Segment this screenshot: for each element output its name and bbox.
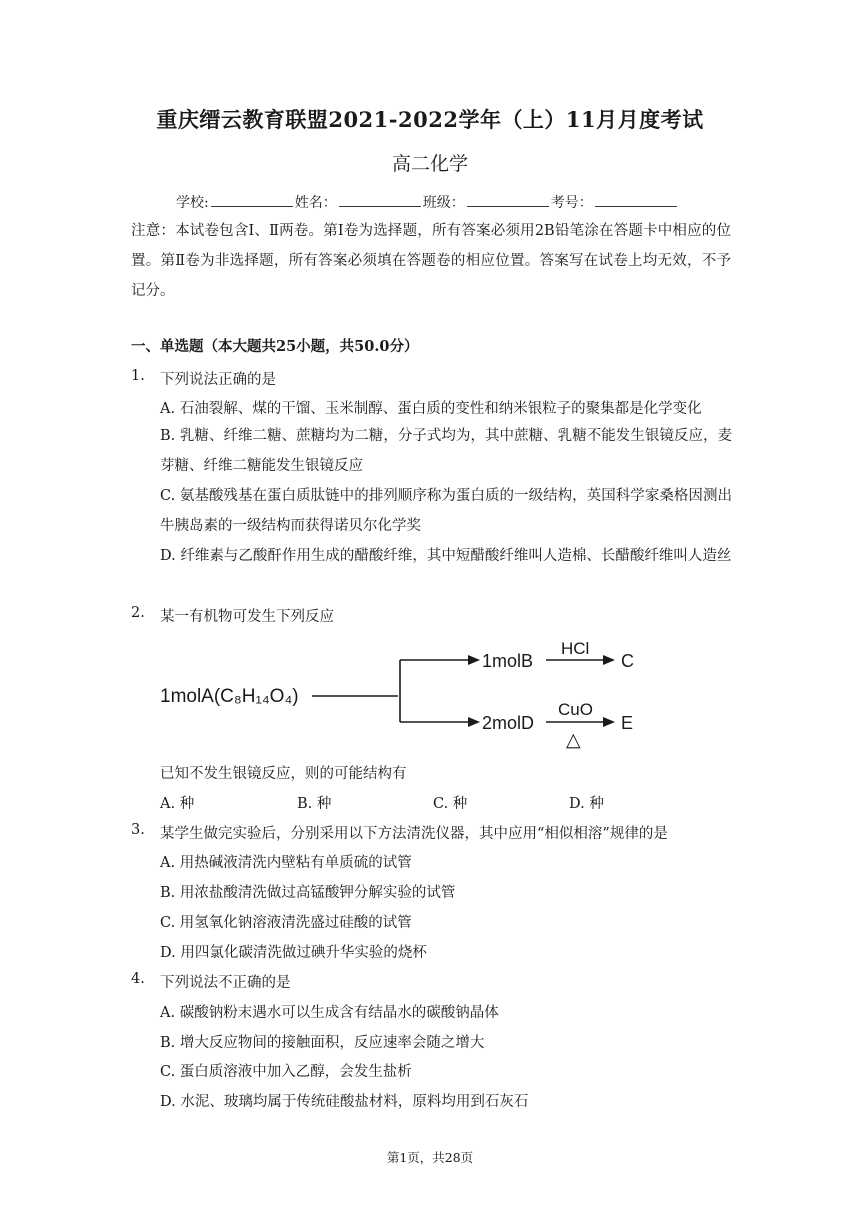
option-a: A. 石油裂解、煤的干馏、玉米制醇、蛋白质的变性和纳米银粒子的聚集都是化学变化 <box>160 401 702 417</box>
upper-result: C <box>621 651 634 671</box>
name-blank <box>339 194 421 207</box>
lower-reaction-arrowhead <box>603 717 615 727</box>
option-a: A. 碳酸钠粉末遇水可以生成含有结晶水的碳酸钠晶体 <box>160 1005 499 1021</box>
option-b: B. 乳糖、纤维二糖、蔗糖均为二糖，分子式均为，其中蔗糖、乳糖不能发生银镜反应，麦芽糖、纤维二糖能发生银镜反应 <box>160 428 732 474</box>
question-number: 2. <box>131 605 145 621</box>
option-c: C. 氨基酸残基在蛋白质肽链中的排列顺序称为蛋白质的一级结构，英国科学家桑格因测出牛胰岛素的一级结构而获得诺贝尔化学奖 <box>160 488 732 534</box>
option-a: A. 用热碱液清洗内壁粘有单质硫的试管 <box>160 855 412 871</box>
option-d: D. 用四氯化碳清洗做过碘升华实验的烧杯 <box>160 945 427 961</box>
question-stem: 下列说法正确的是 <box>160 372 276 388</box>
upper-product: 1molB <box>482 651 534 671</box>
upper-reagent: HCl <box>561 639 590 658</box>
lower-reagent: CuO <box>558 700 593 719</box>
notice-paragraph: 注意：本试卷包含Ⅰ、Ⅱ两卷。第Ⅰ卷为选择题，所有答案必须用2B铅笔涂在答题卡中相应的位置。第Ⅱ卷为非选择题，所有答案必须填在答题卷的相应位置。答案写在试卷上均无效，不予记分。 <box>131 223 731 299</box>
option-c: C. 用氢氧化钠溶液清洗盛过硅酸的试管 <box>160 915 412 931</box>
option-b: B. 种 <box>297 796 332 812</box>
option-a: A. 种 <box>160 796 195 812</box>
lower-result: E <box>621 713 634 733</box>
option-c: C. 种 <box>433 796 468 812</box>
section-heading: 一、单选题（本大题共25小题，共50.0分） <box>131 338 419 355</box>
exam-no-blank <box>595 194 677 207</box>
question-stem: 某学生做完实验后，分别采用以下方法清洗仪器，其中应用“相似相溶”规律的是 <box>160 826 668 842</box>
name-label: 姓名： <box>294 195 337 211</box>
school-label: 学校: <box>176 195 209 211</box>
reactant-label: 1molA(C₈H₁₄O₄) <box>160 686 299 707</box>
class-blank <box>467 194 549 207</box>
question-stem: 下列说法不正确的是 <box>160 975 291 991</box>
reaction-diagram <box>150 630 680 760</box>
lower-product: 2molD <box>482 713 535 733</box>
question-number: 3. <box>131 822 145 838</box>
option-d: D. 种 <box>569 796 604 812</box>
heating-symbol: △ <box>566 730 581 751</box>
exam-subject: 高二化学 <box>391 153 468 175</box>
question-followup: 已知不发生银镜反应，则的可能结构有 <box>160 766 407 782</box>
exam-title: 重庆缙云教育联盟2021-2022学年（上）11月月度考试 <box>156 107 704 132</box>
exam-no-label: 考号： <box>550 195 593 211</box>
option-b: B. 增大反应物间的接触面积，反应速率会随之增大 <box>160 1035 485 1051</box>
question-number: 4. <box>131 971 145 987</box>
lower-arrow-head <box>468 717 480 727</box>
option-d: D. 水泥、玻璃均属于传统硅酸盐材料，原料均用到石灰石 <box>160 1094 529 1110</box>
school-blank <box>211 194 293 207</box>
class-label: 班级： <box>422 195 465 211</box>
option-b: B. 用浓盐酸清洗做过高锰酸钾分解实验的试管 <box>160 885 456 901</box>
page-footer: 第1页，共28页 <box>386 1150 474 1165</box>
option-c: C. 蛋白质溶液中加入乙醇，会发生盐析 <box>160 1064 412 1080</box>
question-number: 1. <box>131 368 145 384</box>
upper-arrow-head <box>468 655 480 665</box>
upper-reaction-arrowhead <box>603 655 615 665</box>
question-stem: 某一有机物可发生下列反应 <box>160 609 334 625</box>
option-d: D. 纤维素与乙酸酐作用生成的醋酸纤维，其中短醋酸纤维叫人造棉、长醋酸纤维叫人造丝 <box>160 548 732 564</box>
student-info-line <box>176 192 679 212</box>
